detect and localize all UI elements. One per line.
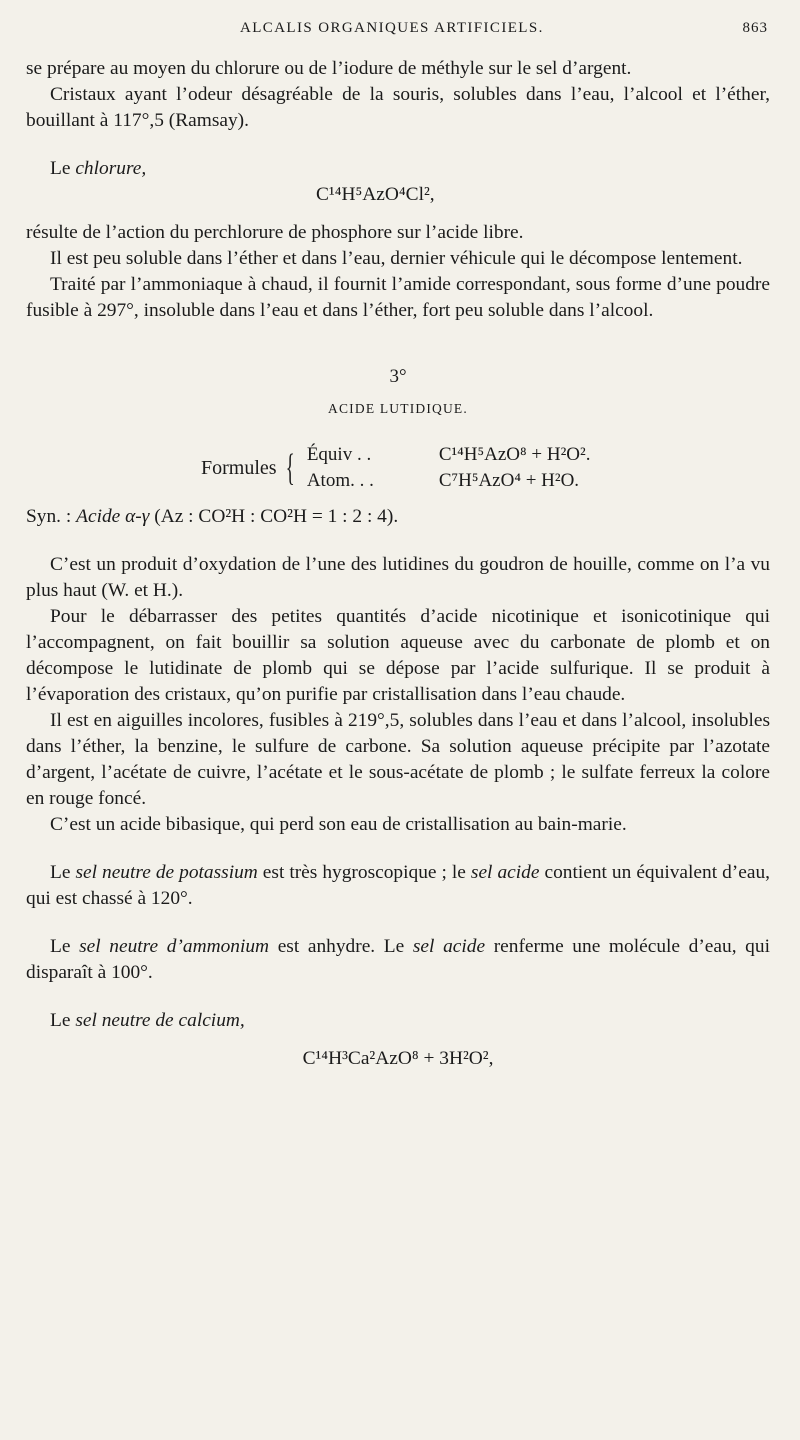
section-number: 3° — [389, 366, 407, 387]
chlorure-paragraph-3: Traité par l’ammoniaque à chaud, il fournit l’amide correspondant, sous forme d’une poudre fusible à 297°, insoluble dans l’eau et dans l’éther, fort peu soluble dans l’alcool. — [26, 274, 770, 321]
synonym-line — [26, 504, 770, 530]
salt-text: Le — [50, 862, 71, 883]
formules-kind: Équiv . . — [306, 444, 372, 465]
formules-label: Formules — [201, 457, 277, 479]
running-header — [240, 20, 768, 37]
salt-name: sel acide — [412, 936, 486, 957]
salt-potassium — [26, 860, 770, 912]
salt-text: est anhydre. Le — [277, 936, 405, 957]
chlorure-paragraph-2: Il est peu soluble dans l’éther et dans l’eau, dernier véhicule qui le décompose lentement. — [50, 248, 743, 269]
salt-text: renferme une molécule d’eau, qui disparaît à 100°. — [26, 936, 770, 983]
salt-name: sel neutre de potassium — [75, 862, 258, 883]
formules-table — [301, 442, 597, 494]
salt-calcium — [26, 1008, 770, 1034]
paragraph-properties: Il est en aiguilles incolores, fusibles à 219°,5, solubles dans l’eau et dans l’alcool, insolubles dans l’éther, la benzine, le sulfure de carbone. Sa solution aqueuse précipite par l’azotate d’argent, l’acétate de cuivre, l’acétate et le sous-acétate de plomb ; le sulfate ferreux la colore en rouge foncé. — [26, 710, 770, 809]
formules-block — [201, 442, 770, 494]
page-number: 863 — [742, 20, 768, 36]
salt-text: Le — [50, 1010, 71, 1031]
chlorure-paragraph-1: résulte de l’action du perchlorure de phosphore sur l’acide libre. — [26, 222, 524, 243]
intro-paragraph-2: Cristaux ayant l’odeur désagréable de la souris, solubles dans l’eau, l’alcool et l’éther, bouillant à 117°,5 (Ramsay). — [26, 84, 770, 131]
salt-text: contient un équivalent d’eau, qui est chassé à 120°. — [26, 862, 770, 909]
salt-name: sel neutre de calcium, — [75, 1010, 245, 1031]
running-title: ALCALIS ORGANIQUES ARTIFICIELS. — [240, 20, 544, 36]
formules-kind: Atom. . . — [306, 470, 374, 491]
salt-name: sel neutre d’ammonium — [79, 936, 270, 957]
salt-ammonium — [26, 934, 770, 986]
chlorure-lead: Le — [50, 158, 71, 179]
section-title: ACIDE LUTIDIQUE. — [328, 401, 468, 416]
formules-formula: C⁷H⁵AzO⁴ + H²O. — [438, 470, 580, 491]
paragraph-origin: C’est un produit d’oxydation de l’une des lutidines du goudron de houille, comme on l’a vu plus haut (W. et H.). — [26, 554, 770, 601]
calcium-formula: C¹⁴H³Ca²AzO⁸ + 3H²O², — [302, 1048, 494, 1069]
syn-prefix: Syn. : — [26, 506, 72, 527]
brace-glyph: { — [285, 447, 295, 489]
chlorure-name: chlorure, — [75, 158, 147, 179]
intro-paragraph-1: se prépare au moyen du chlorure ou de l’iodure de méthyle sur le sel d’argent. — [26, 58, 632, 79]
salt-name: sel acide — [470, 862, 540, 883]
formules-row — [301, 442, 597, 468]
salt-text: Le — [50, 936, 71, 957]
formules-formula: C¹⁴H⁵AzO⁸ + H²O². — [438, 444, 591, 465]
chlorure-formula: C¹⁴H⁵AzO⁴Cl², — [316, 184, 435, 205]
chlorure-heading — [26, 156, 770, 182]
salt-text: est très hygroscopique ; le — [262, 862, 466, 883]
syn-name: Acide α-γ — [76, 506, 150, 527]
body-text — [26, 56, 770, 1072]
paragraph-preparation: Pour le débarrasser des petites quantités d’acide nicotinique et isonicotinique qui l’accompagnent, on fait bouillir sa solution aqueuse avec du carbonate de plomb et on décompose le lutidinate de plomb qui se dépose par l’acide sulfurique. Il se produit à l’évaporation des cristaux, qu’on purifie par cristallisation dans l’eau chaude. — [26, 606, 770, 705]
paragraph-bibasic: C’est un acide bibasique, qui perd son eau de cristallisation au bain-marie. — [50, 814, 627, 835]
formules-row — [301, 468, 597, 494]
syn-rest: (Az : CO²H : CO²H = 1 : 2 : 4). — [154, 506, 399, 527]
